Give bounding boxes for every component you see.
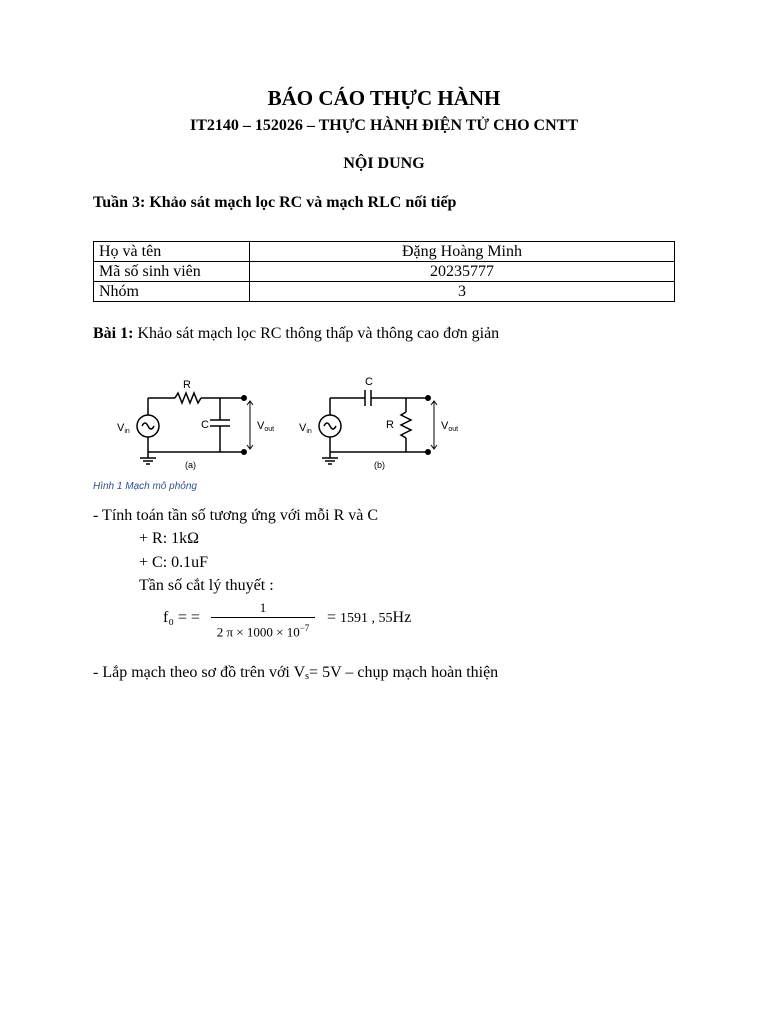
circuit-a <box>137 393 253 464</box>
cutoff-label: Tần số cắt lý thuyết : <box>139 577 274 594</box>
capacitor-value: + C: 0.1uF <box>139 554 209 571</box>
formula-numerator: 1 <box>259 600 267 615</box>
label-r-b: R <box>386 419 394 431</box>
label-vin-b: Vin <box>299 422 312 435</box>
course-title: IT2140 – 152026 – THỰC HÀNH ĐIỆN TỬ CHO CNTT <box>189 117 579 134</box>
row-value: Đặng Hoàng Minh <box>250 242 675 262</box>
formula-lhs: f₀ = = <box>163 609 200 626</box>
calc-instruction: - Tính toán tần số tương ứng với mỗi R và C <box>93 507 379 524</box>
row-value: 20235777 <box>250 262 675 282</box>
exercise-text: Khảo sát mạch lọc RC thông thấp và thông cao đơn giản <box>137 325 500 342</box>
section-title: NỘI DUNG <box>343 155 425 172</box>
table-row <box>94 262 675 282</box>
formula-result: = 1591 , 55Hz <box>327 609 412 626</box>
resistor-value: + R: 1kΩ <box>139 530 200 547</box>
exercise-heading <box>93 325 499 343</box>
row-label: Mã số sinh viên <box>94 262 250 282</box>
label-vout-b: Vout <box>441 420 459 433</box>
circuit-figure <box>100 370 470 480</box>
label-tag-b: (b) <box>374 460 385 470</box>
capacitor-c-b <box>365 390 371 406</box>
circuit-b <box>319 390 437 464</box>
report-title: BÁO CÁO THỰC HÀNH <box>267 86 501 110</box>
row-value: 3 <box>250 282 675 302</box>
label-c-b: C <box>365 376 373 388</box>
row-label: Họ và tên <box>94 242 250 262</box>
resistor-r-a <box>175 393 201 403</box>
label-tag-a: (a) <box>185 460 196 470</box>
week-heading: Tuần 3: Khảo sát mạch lọc RC và mạch RLC nối tiếp <box>93 194 457 211</box>
formula-fraction <box>211 600 315 640</box>
formula-denominator: 2 $\pi \times 1000 \times 10^{-7}$ <box>216 623 310 640</box>
fraction-bar <box>211 617 315 618</box>
table-row <box>94 242 675 262</box>
student-info-table <box>93 241 675 302</box>
label-c-a: C <box>201 419 209 431</box>
label-vout-a: Vout <box>257 420 275 433</box>
figure-caption: Hình 1 Mạch mô phỏng <box>93 481 197 492</box>
assembly-instruction: - Lắp mạch theo sơ đồ trên với $V_s= 5V$ – chụp mạch hoàn thiện <box>93 664 499 682</box>
label-vin-a: Vin <box>117 422 130 435</box>
table-row <box>94 282 675 302</box>
label-r-a: R <box>183 379 191 391</box>
resistor-r-b <box>401 412 411 438</box>
cutoff-formula <box>163 600 463 640</box>
exercise-label: Bài 1: <box>93 325 134 342</box>
row-label: Nhóm <box>94 282 250 302</box>
